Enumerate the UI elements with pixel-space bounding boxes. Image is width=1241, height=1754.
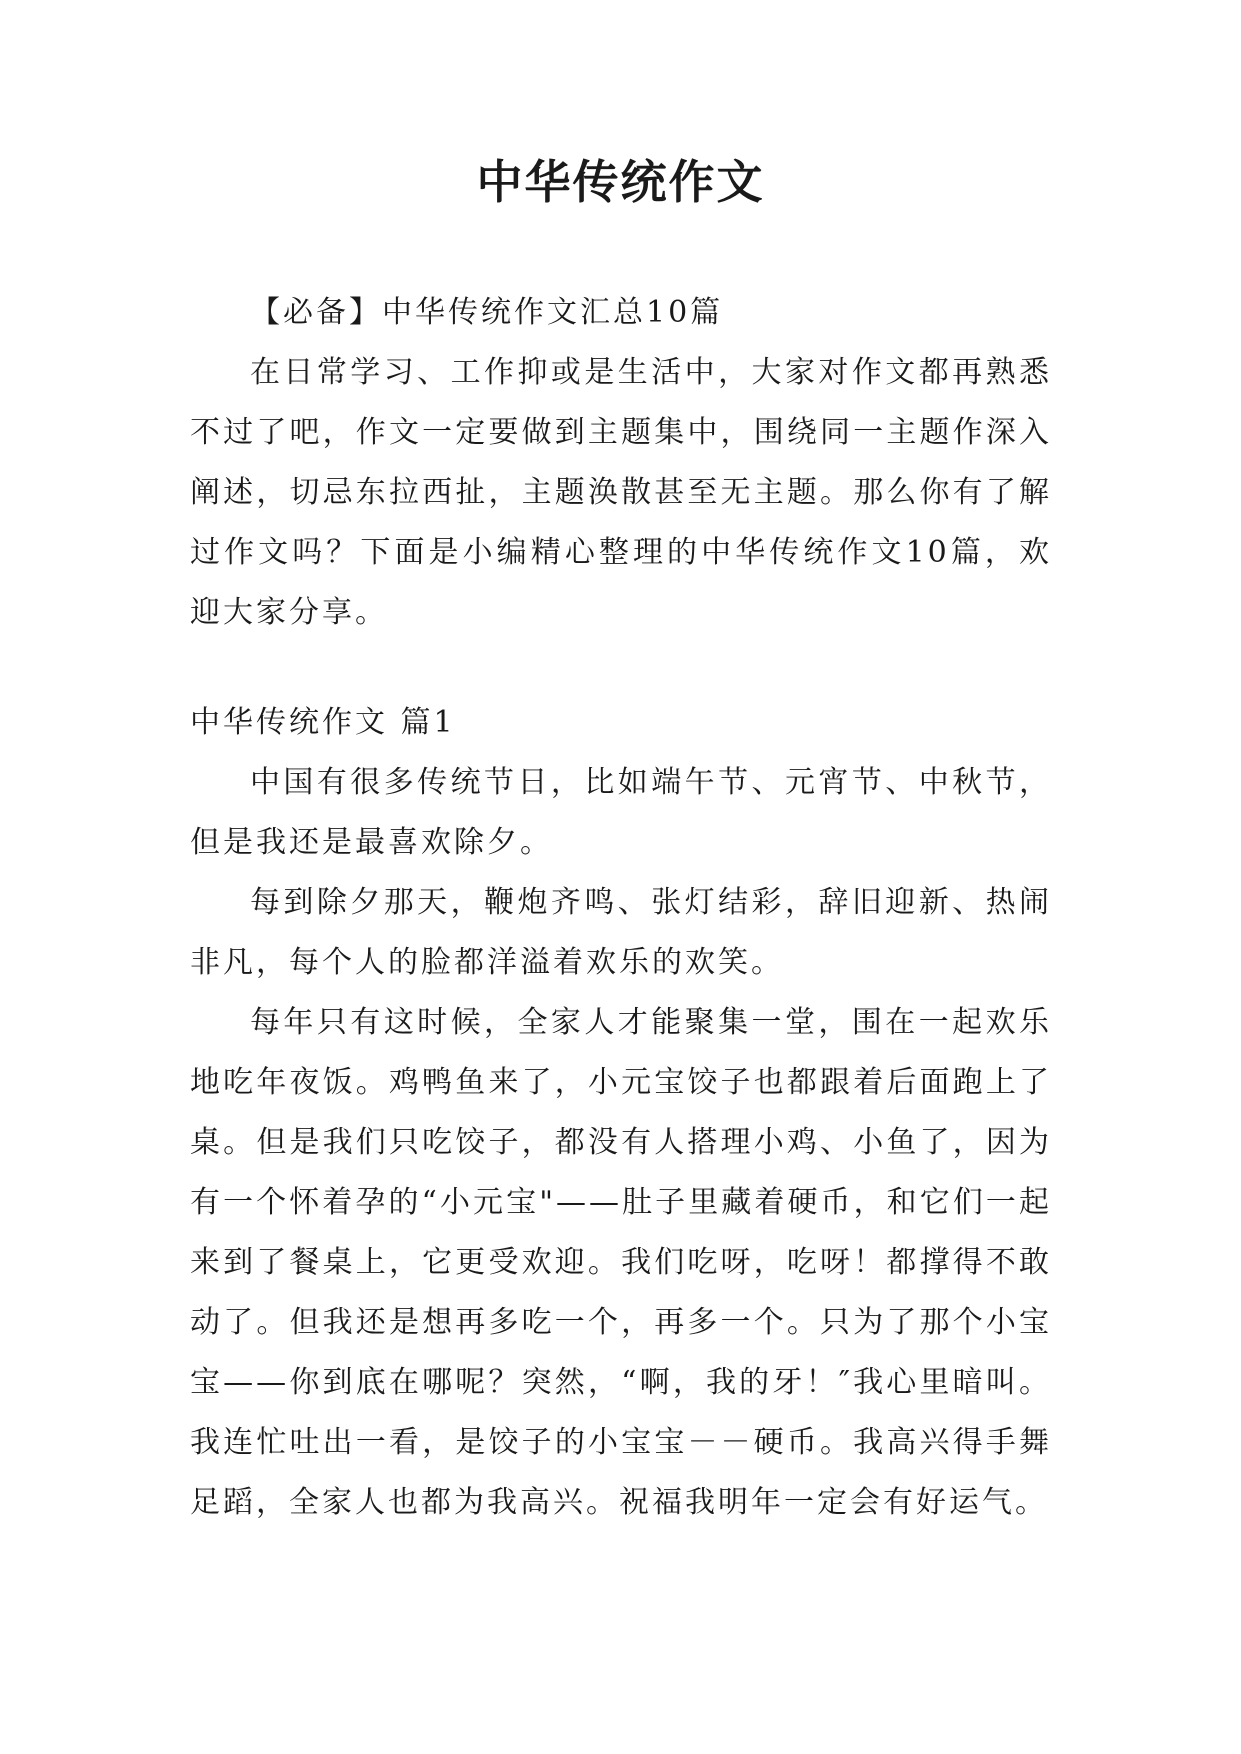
intro-block <box>190 283 1052 643</box>
intro-summary: 【必备】中华传统作文汇总10篇 <box>250 295 724 330</box>
section-heading: 中华传统作文 篇1 <box>190 705 456 740</box>
paragraph: 每年只有这时候，全家人才能聚集一堂，围在一起欢乐地吃年夜饭。鸡鸭鱼来了，小元宝饺子也都跟着后面跑上了桌。但是我们只吃饺子，都没有人搭理小鸡、小鱼了，因为有一个怀着孕的“小元宝"——肚子里藏着硬币，和它们一起来到了餐桌上，它更受欢迎。我们吃呀，吃呀！都撑得不敢动了。但我还是想再多吃一个，再多一个。只为了那个小宝宝——你到底在哪呢？突然，“啊，我的牙！″我心里暗叫。我连忙吐出一看，是饺子的小宝宝－－硬币。我高兴得手舞足蹈，全家人也都为我高兴。祝福我明年一定会有好运气。 <box>190 1005 1052 1520</box>
intro-paragraph: 在日常学习、工作抑或是生活中，大家对作文都再熟悉不过了吧，作文一定要做到主题集中，围绕同一主题作深入阐述，切忌东拉西扯，主题涣散甚至无主题。那么你有了解过作文吗？下面是小编精心整理的中华传统作文10篇，欢迎大家分享。 <box>190 355 1052 630</box>
essay-section <box>190 693 1052 1533</box>
paragraph: 每到除夕那天，鞭炮齐鸣、张灯结彩，辞旧迎新、热闹非凡，每个人的脸都洋溢着欢乐的欢笑。 <box>190 885 1052 980</box>
document-title: 中华传统作文 <box>476 155 765 209</box>
paragraph: 中国有很多传统节日，比如端午节、元宵节、中秋节，但是我还是最喜欢除夕。 <box>190 765 1052 860</box>
